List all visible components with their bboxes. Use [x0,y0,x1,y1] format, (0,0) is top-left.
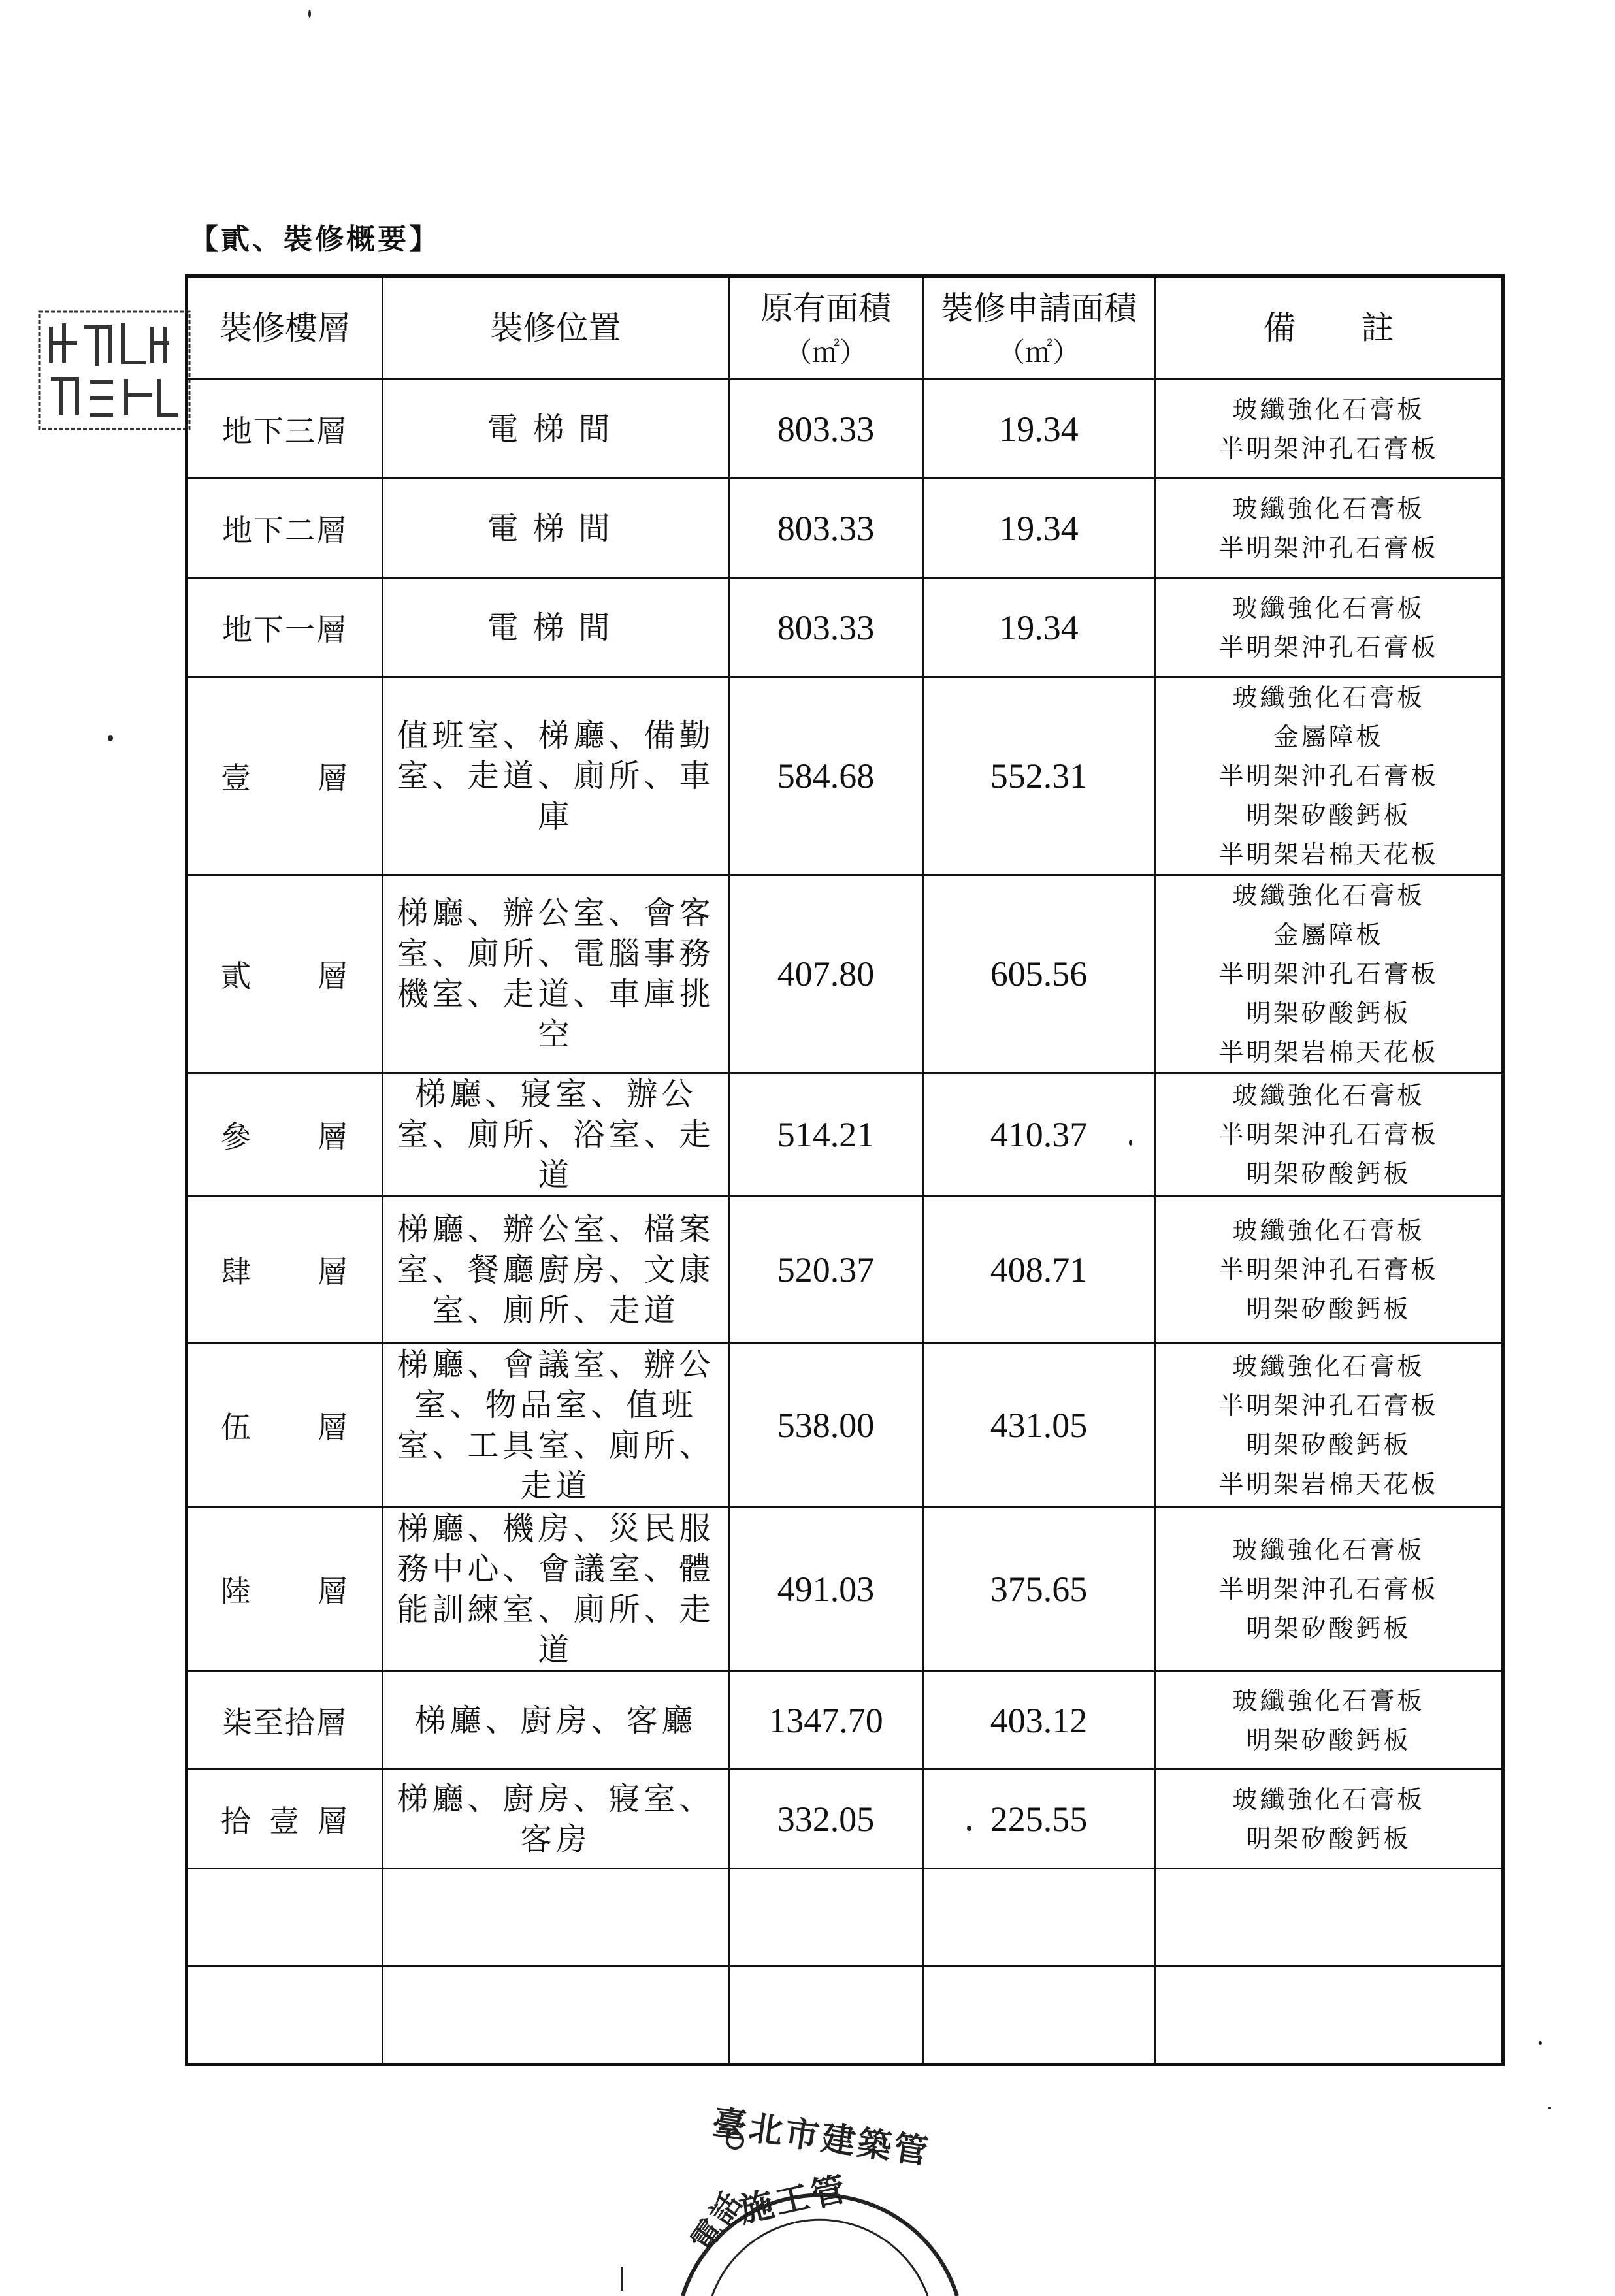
note-material: 半明架岩棉天花板 [1218,840,1439,869]
cell-applied-area: 410.37 [923,1073,1155,1197]
table-row [187,578,1503,677]
scan-speck [1548,2107,1551,2109]
cell-note [1155,479,1503,578]
note-material: 玻纖強化石膏板 [1232,1352,1425,1381]
note-material: 半明架沖孔石膏板 [1218,762,1439,790]
table-row [187,1869,1503,1967]
scan-speck [108,735,113,741]
table-row [187,1672,1503,1770]
table-row [187,479,1503,578]
cell-location: 電梯間 [383,479,729,578]
header-applied-area-unit: （㎡） [997,336,1080,368]
note-material: 半明架沖孔石膏板 [1218,960,1439,988]
cell-original-area: 803.33 [729,380,923,479]
cell-original-area [729,1869,923,1967]
table-row [187,380,1503,479]
scan-speck [967,1826,971,1831]
cell-note [1155,578,1503,677]
cell-location: 梯廳、會議室、辦公室、物品室、值班室、工具室、廁所、走道 [383,1344,729,1508]
table-row [187,1197,1503,1344]
note-material: 玻纖強化石膏板 [1232,881,1425,910]
cell-floor: 肆層 [187,1197,383,1344]
cell-floor: 拾壹層 [187,1770,383,1869]
cell-applied-area: 605.56 [923,875,1155,1073]
cell-location: 梯廳、辦公室、檔案室、餐廳廚房、文康室、廁所、走道 [383,1197,729,1344]
table-row [187,875,1503,1073]
cell-note [1155,875,1503,1073]
note-material: 明架矽酸鈣板 [1246,1159,1411,1188]
cell-floor: 伍層 [187,1344,383,1508]
cell-note [1155,1344,1503,1508]
cell-applied-area: 375.65 [923,1508,1155,1672]
cell-applied-area [923,1869,1155,1967]
cell-floor: 陸層 [187,1508,383,1672]
note-material: 玻纖強化石膏板 [1232,593,1425,623]
header-original-area-label: 原有面積 [760,289,891,327]
cell-original-area: 1347.70 [729,1672,923,1770]
cell-applied-area: 19.34 [923,578,1155,677]
cell-note [1155,380,1503,479]
cell-location: 電梯間 [383,578,729,677]
header-original-area-unit: （㎡） [784,336,867,368]
cell-original-area: 803.33 [729,578,923,677]
header-floor: 裝修樓層 [187,276,383,380]
table-row [187,1967,1503,2065]
note-material: 明架矽酸鈣板 [1246,1725,1411,1754]
note-material: 半明架沖孔石膏板 [1218,434,1439,463]
cell-note [1155,1869,1503,1967]
note-material: 明架矽酸鈣板 [1246,801,1411,830]
note-material: 玻纖強化石膏板 [1232,1081,1425,1110]
cell-original-area: 491.03 [729,1508,923,1672]
cell-original-area: 332.05 [729,1770,923,1869]
note-material: 半明架岩棉天花板 [1218,1038,1439,1067]
note-material: 半明架沖孔石膏板 [1218,632,1439,662]
cell-floor: 參層 [187,1073,383,1197]
cell-applied-area: 431.05 [923,1344,1155,1508]
note-material: 玻纖強化石膏板 [1232,1216,1425,1245]
renovation-summary-table [185,274,1505,2066]
cell-note [1155,1770,1503,1869]
note-material: 半明架沖孔石膏板 [1218,533,1439,562]
cell-original-area: 584.68 [729,677,923,875]
cell-location [383,1869,729,1967]
cell-location [383,1967,729,2065]
note-material: 玻纖強化石膏板 [1232,494,1425,523]
cell-floor: 地下二層 [187,479,383,578]
cell-original-area [729,1967,923,2065]
note-material: 金屬障板 [1273,722,1384,751]
note-material: 金屬障板 [1273,920,1384,949]
cell-floor: 壹層 [187,677,383,875]
cell-original-area: 803.33 [729,479,923,578]
table-row [187,677,1503,875]
cell-applied-area: 19.34 [923,380,1155,479]
note-material: 玻纖強化石膏板 [1232,683,1425,712]
stamp-text-top: 臺北市建築管 [710,2102,933,2173]
note-material: 明架矽酸鈣板 [1246,1824,1411,1853]
cell-original-area: 407.80 [729,875,923,1073]
note-material: 半明架沖孔石膏板 [1218,1255,1439,1284]
cell-original-area: 520.37 [729,1197,923,1344]
table-row [187,1073,1503,1197]
stamp-text-side: 電話 [683,2184,751,2258]
cell-applied-area: 408.71 [923,1197,1155,1344]
cell-location: 梯廳、廚房、客廳 [383,1672,729,1770]
header-location: 裝修位置 [383,276,729,380]
note-material: 半明架岩棉天花板 [1218,1470,1439,1498]
header-applied-area-label: 裝修申請面積 [941,289,1137,327]
cell-applied-area: 19.34 [923,479,1155,578]
cell-applied-area [923,1967,1155,2065]
cell-location: 電梯間 [383,380,729,479]
cell-note [1155,1508,1503,1672]
cell-applied-area: 403.12 [923,1672,1155,1770]
header-original-area [729,276,923,380]
cell-applied-area: 225.55 [923,1770,1155,1869]
cell-floor [187,1869,383,1967]
table-row [187,1508,1503,1672]
cell-note [1155,1073,1503,1197]
table-row [187,1770,1503,1869]
section-title: 【貳、裝修概要】 [189,223,440,256]
note-material: 明架矽酸鈣板 [1246,999,1411,1027]
table-header-row [187,276,1503,380]
note-material: 玻纖強化石膏板 [1232,1686,1425,1715]
note-material: 半明架沖孔石膏板 [1218,1391,1439,1420]
note-material: 明架矽酸鈣板 [1246,1431,1411,1459]
cell-location: 梯廳、機房、災民服務中心、會議室、體能訓練室、廁所、走道 [383,1508,729,1672]
cell-note [1155,1672,1503,1770]
note-material: 半明架沖孔石膏板 [1218,1575,1439,1604]
scan-line [621,2267,623,2291]
cell-floor: 柒至拾層 [187,1672,383,1770]
cell-location: 梯廳、寢室、辦公室、廁所、浴室、走道 [383,1073,729,1197]
cell-note [1155,1197,1503,1344]
cell-note [1155,1967,1503,2065]
cell-location: 值班室、梯廳、備勤室、走道、廁所、車庫 [383,677,729,875]
cell-location: 梯廳、廚房、寢室、客房 [383,1770,729,1869]
note-material: 明架矽酸鈣板 [1246,1614,1411,1643]
note-material: 玻纖強化石膏板 [1232,395,1425,424]
header-note: 備 註 [1155,276,1503,380]
scan-speck [308,10,311,18]
note-material: 半明架沖孔石膏板 [1218,1120,1439,1149]
note-material: 玻纖強化石膏板 [1232,1785,1425,1814]
cell-floor: 地下三層 [187,380,383,479]
cell-note [1155,677,1503,875]
scan-speck [1129,1140,1132,1146]
stamp-text-middle: 施工管 [736,2169,852,2231]
margin-seal-image [38,310,191,431]
cell-floor [187,1967,383,2065]
cell-applied-area: 552.31 [923,677,1155,875]
cell-location: 梯廳、辦公室、會客室、廁所、電腦事務機室、走道、車庫挑空 [383,875,729,1073]
cell-floor: 貳層 [187,875,383,1073]
header-applied-area [923,276,1155,380]
cell-original-area: 538.00 [729,1344,923,1508]
cell-original-area: 514.21 [729,1073,923,1197]
scan-speck [1539,2041,1542,2045]
table-row [187,1344,1503,1508]
note-material: 明架矽酸鈣板 [1246,1295,1411,1323]
note-material: 玻纖強化石膏板 [1232,1536,1425,1564]
cell-floor: 地下一層 [187,578,383,677]
